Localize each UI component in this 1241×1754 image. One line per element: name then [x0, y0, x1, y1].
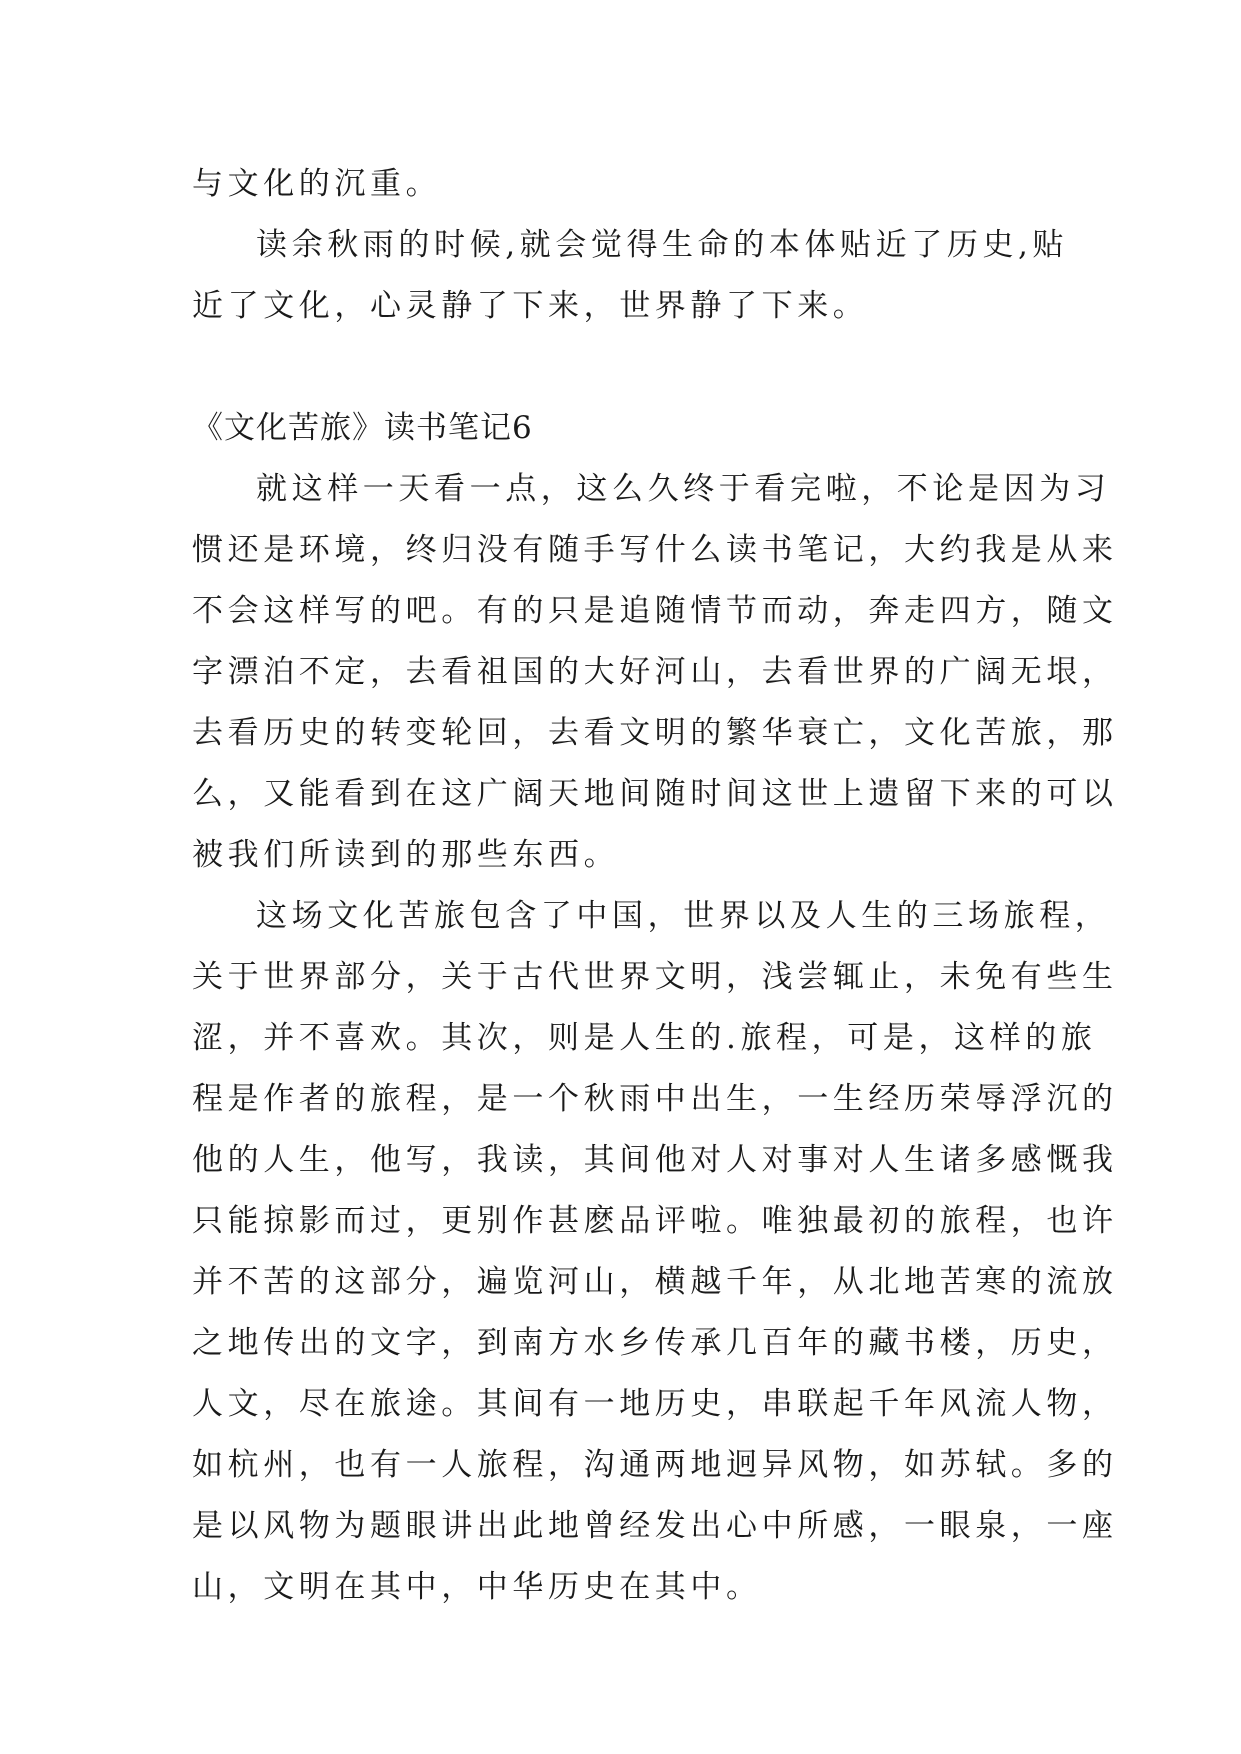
text-line: 读余秋雨的时候,就会觉得生命的本体贴近了历史,贴: [256, 227, 1069, 263]
paragraph-three-journeys: [192, 890, 1118, 1613]
text-line: 程是作者的旅程，是一个秋雨中出生，一生经历荣辱浮沉的: [192, 1081, 1118, 1117]
section-title: 《文化苦旅》读书笔记6: [192, 410, 533, 446]
text-line: 么，又能看到在这广阔天地间随时间这世上遗留下来的可以: [192, 776, 1118, 812]
text-line: 人文，尽在旅途。其间有一地历史，串联起千年风流人物，: [192, 1386, 1118, 1422]
document-body: [192, 158, 1118, 1622]
text-line: 与文化的沉重。: [192, 166, 442, 202]
text-line: 并不苦的这部分，遍览河山，横越千年，从北地苦寒的流放: [192, 1264, 1118, 1300]
text-line: 就这样一天看一点，这么久终于看完啦，不论是因为习: [256, 471, 1111, 507]
text-line: 近了文化，心灵静了下来，世界静了下来。: [192, 288, 869, 324]
text-line: 山，文明在其中，中华历史在其中。: [192, 1569, 762, 1605]
paragraph-reading-notes: [192, 463, 1118, 881]
text-line: 被我们所读到的那些东西。: [192, 837, 620, 873]
text-line: 是以风物为题眼讲出此地曾经发出心中所感，一眼泉，一座: [192, 1508, 1118, 1544]
text-line: 只能掠影而过，更别作甚麽品评啦。唯独最初的旅程，也许: [192, 1203, 1118, 1239]
text-line: 不会这样写的吧。有的只是追随情节而动，奔走四方，随文: [192, 593, 1118, 629]
text-line: 之地传出的文字，到南方水乡传承几百年的藏书楼，历史，: [192, 1325, 1118, 1361]
text-line: 这场文化苦旅包含了中国，世界以及人生的三场旅程，: [256, 898, 1111, 934]
text-line: 字漂泊不定，去看祖国的大好河山，去看世界的广阔无垠，: [192, 654, 1118, 690]
paragraph-reading-yu-qiuyu: [192, 219, 1069, 332]
text-line: 去看历史的转变轮回，去看文明的繁华衰亡，文化苦旅，那: [192, 715, 1118, 751]
text-line: 关于世界部分，关于古代世界文明，浅尝辄止，未免有些生: [192, 959, 1118, 995]
text-line: 涩，并不喜欢。其次，则是人生的.旅程，可是，这样的旅: [192, 1020, 1097, 1056]
section-gap: [192, 341, 1052, 402]
text-line: 他的人生，他写，我读，其间他对人对事对人生诸多感慨我: [192, 1142, 1118, 1178]
text-line: 惯还是环境，终归没有随手写什么读书笔记，大约我是从来: [192, 532, 1118, 568]
text-line: 如杭州，也有一人旅程，沟通两地迥异风物，如苏轼。多的: [192, 1447, 1118, 1483]
paragraph-continuation: [192, 158, 1052, 210]
